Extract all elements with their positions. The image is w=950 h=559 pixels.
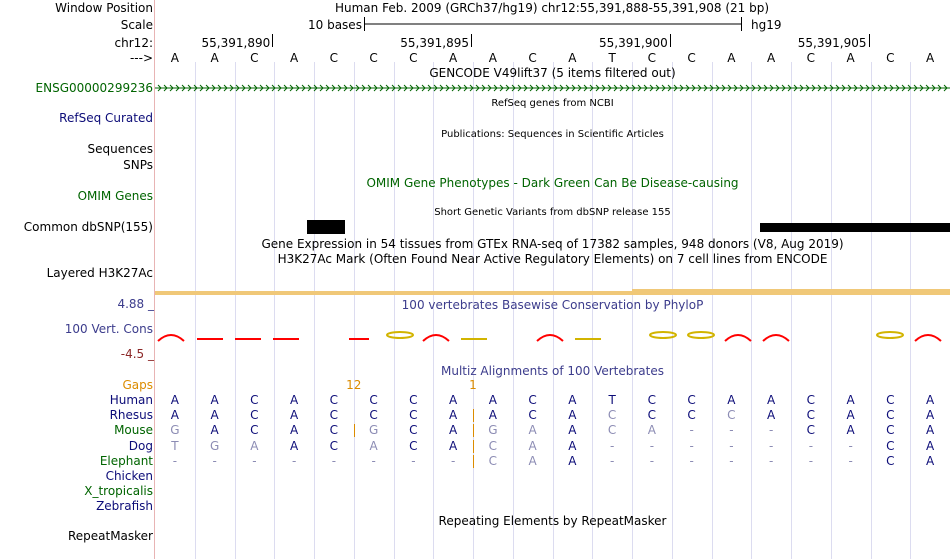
phylop-mark — [650, 332, 676, 338]
sequence-base: T — [608, 51, 616, 65]
aligned-base: C — [329, 423, 339, 438]
sequence-base: A — [568, 51, 577, 65]
phylop-label[interactable]: 100 Vert. Cons — [64, 322, 153, 336]
sequences-label[interactable]: Sequences — [87, 142, 153, 156]
aligned-base: - — [649, 438, 655, 453]
gencode-track-title[interactable]: GENCODE V49lift37 (5 items filtered out) — [429, 66, 676, 80]
sequence-base: C — [369, 51, 378, 65]
ruler-position: 55,391,900 — [599, 36, 668, 50]
aligned-base: A — [568, 393, 577, 407]
aligned-base: A — [170, 408, 179, 423]
aligned-base: C — [727, 408, 736, 423]
aligned-base: A — [568, 408, 577, 423]
aligned-base: C — [886, 438, 895, 453]
aligned-base: A — [767, 393, 776, 407]
aligned-base: - — [808, 453, 814, 468]
aligned-base: - — [172, 453, 178, 468]
phylop-mark — [725, 335, 751, 341]
aligned-base: C — [369, 393, 378, 407]
omim-track-title[interactable]: OMIM Gene Phenotypes - Dark Green Can Be Disease-causing — [366, 176, 739, 190]
sequence-base: C — [528, 51, 537, 65]
phylop-mark — [537, 335, 563, 341]
sequence-base: A — [846, 51, 855, 65]
species-label[interactable]: Elephant — [99, 453, 153, 468]
aligned-base: A — [727, 393, 736, 407]
scale-db: hg19 — [751, 18, 782, 32]
aligned-base: A — [846, 393, 855, 407]
h3k27ac-signal[interactable] — [155, 291, 950, 295]
scale-bar-text: 10 bases — [308, 18, 362, 32]
aligned-base: C — [250, 423, 259, 438]
aligned-base: - — [768, 423, 774, 438]
aligned-base: A — [528, 438, 537, 453]
species-label[interactable]: Chicken — [105, 469, 153, 483]
dbsnp-label[interactable]: Common dbSNP(155) — [23, 220, 153, 234]
aligned-base: A — [290, 438, 299, 453]
aligned-base: - — [808, 438, 814, 453]
sequence-base: C — [806, 51, 816, 65]
aligned-base: - — [689, 423, 694, 438]
repeatmasker-label[interactable]: RepeatMasker — [67, 529, 153, 543]
aligned-base: A — [449, 423, 458, 438]
h3k27ac-label[interactable]: Layered H3K27Ac — [46, 266, 153, 280]
aligned-base: A — [170, 393, 179, 407]
aligned-base: G — [209, 438, 220, 453]
aligned-base: - — [450, 453, 456, 468]
ruler-tick — [869, 34, 870, 47]
aligned-base: - — [689, 453, 694, 468]
sequence-base: A — [170, 51, 179, 65]
gaps-label[interactable]: Gaps — [122, 378, 153, 392]
sequence-base: A — [727, 51, 736, 65]
aligned-base: A — [210, 393, 219, 407]
aligned-base: A — [926, 438, 935, 453]
scale-label: Scale — [120, 18, 153, 32]
scale-bar — [364, 16, 744, 32]
ensg-gene-feature[interactable] — [155, 82, 950, 94]
ruler-tick — [471, 34, 472, 47]
aligned-base: C — [250, 408, 259, 423]
aligned-base: C — [607, 423, 617, 438]
aligned-base: A — [528, 453, 537, 468]
aligned-base: A — [290, 393, 299, 407]
aligned-base: G — [368, 423, 379, 438]
aligned-base: A — [846, 408, 855, 423]
aligned-base: A — [449, 438, 458, 453]
sequence-base: C — [647, 51, 657, 65]
h3k27ac-track-title[interactable]: H3K27Ac Mark (Often Found Near Active Regulatory Elements) on 7 cell lines from ENCODE — [277, 252, 828, 266]
aligned-base: C — [250, 393, 259, 407]
aligned-base: A — [926, 453, 935, 468]
aligned-base: G — [170, 423, 180, 438]
aligned-base: - — [768, 453, 774, 468]
window-position-value[interactable]: Human Feb. 2009 (GRCh37/hg19) chr12:55,391,888-55,391,908 (21 bp) — [334, 1, 770, 15]
chrom-label: chr12: — [114, 36, 153, 50]
aligned-base: A — [568, 453, 577, 468]
aligned-base: A — [767, 408, 776, 423]
aligned-base: A — [488, 393, 497, 407]
phylop-mark — [763, 335, 789, 341]
aligned-base: - — [729, 423, 734, 438]
aligned-base: C — [488, 453, 498, 468]
sequence-base: A — [767, 51, 776, 65]
sequence-base: C — [687, 51, 696, 65]
aligned-base: A — [449, 408, 458, 423]
sequence-base: A — [449, 51, 458, 65]
aligned-base: G — [488, 423, 498, 438]
species-label[interactable]: Dog — [128, 438, 153, 453]
phylop-mark — [915, 335, 941, 341]
aligned-base: C — [329, 438, 339, 453]
aligned-base: - — [649, 453, 655, 468]
phylop-max: 4.88 _ — [117, 297, 154, 311]
gap-count: 12 — [346, 378, 362, 392]
ensg-gene-label[interactable]: ENSG00000299236 — [35, 81, 153, 95]
aligned-base: - — [729, 438, 734, 453]
aligned-base: - — [768, 438, 774, 453]
aligned-base: C — [687, 408, 696, 423]
species-label[interactable]: X_tropicalis — [84, 484, 153, 499]
publications-track-title[interactable]: Publications: Sequences in Scientific Articles — [441, 129, 664, 140]
aligned-base: C — [488, 438, 498, 453]
window-position-label: Window Position — [55, 1, 153, 15]
aligned-base: C — [886, 408, 895, 423]
aligned-base: C — [409, 408, 418, 423]
dbsnp-track-title[interactable]: Short Genetic Variants from dbSNP release 155 — [434, 207, 671, 218]
phylop-min: -4.5 _ — [120, 347, 154, 361]
sequence-base: A — [926, 51, 935, 65]
aligned-base: A — [369, 438, 378, 453]
insertion-marker — [473, 409, 474, 422]
aligned-base: - — [212, 453, 217, 468]
gap-count: 1 — [469, 378, 477, 392]
aligned-base: A — [449, 393, 458, 407]
aligned-base: - — [848, 453, 853, 468]
aligned-base: C — [886, 393, 895, 407]
aligned-base: A — [846, 423, 855, 438]
snp-variant-block[interactable] — [307, 220, 345, 234]
snp-variant-block[interactable] — [760, 223, 950, 232]
aligned-base: - — [848, 438, 853, 453]
phylop-mark — [877, 332, 903, 338]
species-label[interactable]: Rhesus — [109, 408, 153, 423]
aligned-base: - — [371, 453, 376, 468]
aligned-base: A — [926, 408, 935, 423]
aligned-base: C — [647, 393, 657, 407]
aligned-base: C — [528, 408, 537, 423]
aligned-base: A — [926, 423, 935, 438]
aligned-base: C — [409, 423, 418, 438]
aligned-base: C — [886, 423, 895, 438]
aligned-base: A — [647, 423, 656, 438]
sequence-base: A — [488, 51, 497, 65]
phylop-signal[interactable] — [155, 326, 950, 346]
aligned-base: - — [331, 453, 337, 468]
aligned-base: C — [647, 408, 657, 423]
aligned-base: - — [729, 453, 734, 468]
aligned-base: C — [369, 408, 378, 423]
aligned-base: - — [689, 438, 694, 453]
aligned-base: A — [926, 393, 935, 407]
refseq-curated-label[interactable]: RefSeq Curated — [59, 111, 153, 125]
aligned-base: - — [252, 453, 257, 468]
aligned-base: C — [806, 408, 816, 423]
phylop-track-title[interactable]: 100 vertebrates Basewise Conservation by PhyloP — [401, 298, 704, 312]
aligned-base: C — [409, 438, 418, 453]
aligned-base: T — [608, 393, 616, 407]
phylop-mark — [158, 335, 184, 341]
strand-label: ---> — [129, 51, 153, 65]
species-label[interactable]: Zebrafish — [96, 499, 153, 514]
aligned-base: T — [171, 438, 179, 453]
ruler-position: 55,391,895 — [400, 36, 469, 50]
aligned-base: A — [210, 408, 219, 423]
insertion-marker — [473, 424, 474, 437]
aligned-base: - — [291, 453, 297, 468]
sequence-base: C — [409, 51, 418, 65]
ruler-position: 55,391,890 — [201, 36, 271, 50]
phylop-mark — [387, 332, 413, 338]
insertion-marker — [473, 440, 474, 453]
aligned-base: A — [290, 408, 299, 423]
ruler-tick — [272, 34, 273, 47]
aligned-base: - — [609, 438, 615, 453]
species-label[interactable]: Mouse — [114, 423, 153, 438]
aligned-base: C — [409, 393, 418, 407]
sequence-base: C — [329, 51, 339, 65]
aligned-base: A — [568, 423, 577, 438]
ruler-tick — [670, 34, 671, 47]
snps-label[interactable]: SNPs — [123, 158, 153, 172]
aligned-base: A — [568, 438, 577, 453]
species-label[interactable]: Human — [109, 393, 153, 407]
phylop-mark — [688, 332, 714, 338]
aligned-base: C — [806, 393, 816, 407]
h3k27ac-signal-peak — [632, 289, 950, 291]
aligned-base: C — [528, 393, 537, 407]
sequence-base: C — [250, 51, 259, 65]
aligned-base: A — [250, 438, 259, 453]
gtex-track-title[interactable]: Gene Expression in 54 tissues from GTEx RNA-seq of 17382 samples, 948 donors (V8, Aug 2019) — [261, 237, 844, 251]
repeatmasker-track-title[interactable]: Repeating Elements by RepeatMasker — [438, 514, 667, 528]
aligned-base: A — [528, 423, 537, 438]
aligned-base: A — [488, 408, 497, 423]
sequence-base: C — [886, 51, 895, 65]
ruler-position: 55,391,905 — [797, 36, 867, 50]
aligned-base: C — [886, 453, 895, 468]
aligned-base: C — [806, 423, 816, 438]
aligned-base: C — [329, 408, 339, 423]
sequence-base: A — [210, 51, 219, 65]
aligned-base: C — [329, 393, 339, 407]
omim-genes-label[interactable]: OMIM Genes — [77, 189, 153, 203]
aligned-base: C — [687, 393, 696, 407]
aligned-base: C — [607, 408, 617, 423]
aligned-base: - — [411, 453, 416, 468]
multiz-track-title[interactable]: Multiz Alignments of 100 Vertebrates — [440, 364, 665, 378]
aligned-base: A — [210, 423, 219, 438]
sequence-base: A — [290, 51, 299, 65]
refseq-track-title[interactable]: RefSeq genes from NCBI — [491, 98, 614, 109]
aligned-base: A — [290, 423, 299, 438]
aligned-base: - — [609, 453, 615, 468]
phylop-mark — [423, 335, 449, 341]
insertion-marker — [354, 424, 355, 437]
insertion-marker — [473, 455, 474, 468]
